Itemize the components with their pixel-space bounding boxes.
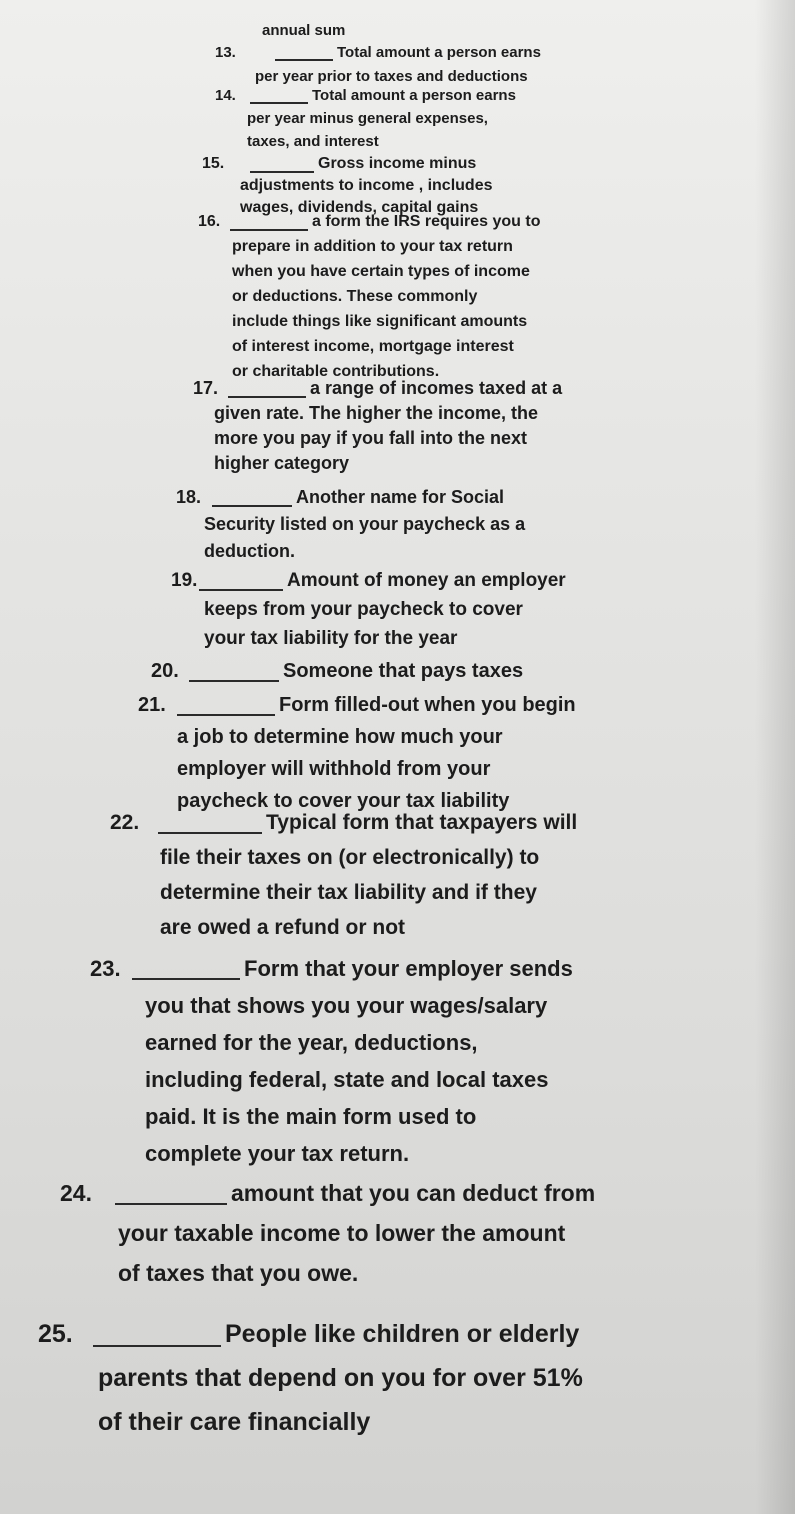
header-text: annual sum bbox=[262, 22, 346, 39]
item-text-line: determine their tax liability and if they bbox=[160, 881, 537, 904]
answer-blank[interactable] bbox=[212, 503, 292, 507]
item-text-line: paycheck to cover your tax liability bbox=[177, 790, 510, 812]
item-text-line: more you pay if you fall into the next bbox=[214, 428, 528, 448]
item-text-line: Gross income minus bbox=[318, 155, 477, 172]
item-text-line: of interest income, mortgage interest bbox=[232, 338, 514, 355]
item-number: 23. bbox=[90, 956, 121, 981]
item-text-line: Security listed on your paycheck as a bbox=[204, 514, 526, 534]
answer-blank[interactable] bbox=[115, 1201, 227, 1205]
item-number: 21. bbox=[138, 694, 166, 716]
item-text-line: per year prior to taxes and deductions bbox=[255, 68, 528, 85]
item-text-line: parents that depend on you for over 51% bbox=[98, 1364, 583, 1392]
item-text-line: a range of incomes taxed at a bbox=[310, 378, 563, 398]
item-text-line: earned for the year, deductions, bbox=[145, 1030, 478, 1055]
item-number: 19. bbox=[171, 570, 198, 591]
answer-blank[interactable] bbox=[158, 830, 262, 834]
item-text-line: per year minus general expenses, bbox=[247, 110, 488, 127]
item-text-line: including federal, state and local taxes bbox=[145, 1067, 549, 1092]
item-text-line: paid. It is the main form used to bbox=[145, 1104, 477, 1129]
answer-blank[interactable] bbox=[93, 1343, 221, 1347]
item-number: 17. bbox=[193, 378, 219, 398]
item-text-line: file their taxes on (or electronically) to bbox=[160, 846, 540, 869]
item-text-line: a form the IRS requires you to bbox=[312, 213, 541, 230]
item-text-line: adjustments to income , includes bbox=[240, 177, 493, 194]
item-text-line: employer will withhold from your bbox=[177, 758, 491, 780]
item-text-line: amount that you can deduct from bbox=[231, 1180, 596, 1206]
answer-blank[interactable] bbox=[199, 587, 283, 591]
item-text-line: Form filled-out when you begin bbox=[279, 694, 576, 716]
item-text-line: Total amount a person earns bbox=[337, 44, 541, 61]
answer-blank[interactable] bbox=[228, 394, 306, 398]
item-text-line: your tax liability for the year bbox=[204, 628, 458, 649]
item-text-line: you that shows you your wages/salary bbox=[145, 993, 548, 1018]
item-text-line: Total amount a person earns bbox=[312, 87, 516, 104]
item-text-line: taxes, and interest bbox=[247, 133, 379, 150]
answer-blank[interactable] bbox=[250, 169, 314, 173]
item-text-line: prepare in addition to your tax return bbox=[232, 238, 513, 255]
item-text-line: wages, dividends, capital gains bbox=[240, 199, 479, 216]
answer-blank[interactable] bbox=[230, 227, 308, 231]
item-text-line: when you have certain types of income bbox=[232, 263, 530, 280]
page-shadow bbox=[755, 0, 795, 1514]
item-text-line: or deductions. These commonly bbox=[232, 288, 478, 305]
answer-blank[interactable] bbox=[132, 976, 240, 980]
item-text-line: your taxable income to lower the amount bbox=[118, 1220, 566, 1246]
item-number: 25. bbox=[38, 1320, 73, 1348]
item-text-line: or charitable contributions. bbox=[232, 363, 440, 380]
item-text-line: higher category bbox=[214, 453, 350, 473]
item-text-line: a job to determine how much your bbox=[177, 726, 503, 748]
item-text-line: of taxes that you owe. bbox=[118, 1260, 359, 1286]
item-number: 16. bbox=[198, 213, 221, 230]
answer-blank[interactable] bbox=[189, 678, 279, 682]
item-text-line: Typical form that taxpayers will bbox=[266, 811, 578, 834]
answer-blank[interactable] bbox=[250, 100, 308, 104]
item-text-line: complete your tax return. bbox=[145, 1141, 410, 1166]
item-number: 15. bbox=[202, 155, 225, 172]
item-text-line: Another name for Social bbox=[296, 487, 505, 507]
item-text-line: keeps from your paycheck to cover bbox=[204, 599, 523, 620]
item-text-line: deduction. bbox=[204, 541, 295, 561]
item-number: 20. bbox=[151, 660, 179, 682]
item-number: 13. bbox=[215, 44, 236, 61]
item-text-line: People like children or elderly bbox=[225, 1320, 580, 1348]
item-text-line: Form that your employer sends bbox=[244, 956, 573, 981]
item-text-line: are owed a refund or not bbox=[160, 916, 406, 939]
answer-blank[interactable] bbox=[275, 57, 333, 61]
item-number: 22. bbox=[110, 811, 140, 834]
item-number: 18. bbox=[176, 487, 202, 507]
item-text-line: include things like significant amounts bbox=[232, 313, 528, 330]
item-number: 24. bbox=[60, 1180, 92, 1206]
answer-blank[interactable] bbox=[177, 712, 275, 716]
item-text-line: Amount of money an employer bbox=[287, 570, 566, 591]
item-text-line: given rate. The higher the income, the bbox=[214, 403, 539, 423]
item-number: 14. bbox=[215, 87, 236, 104]
item-text-line: of their care financially bbox=[98, 1408, 371, 1436]
item-text-line: Someone that pays taxes bbox=[283, 660, 524, 682]
